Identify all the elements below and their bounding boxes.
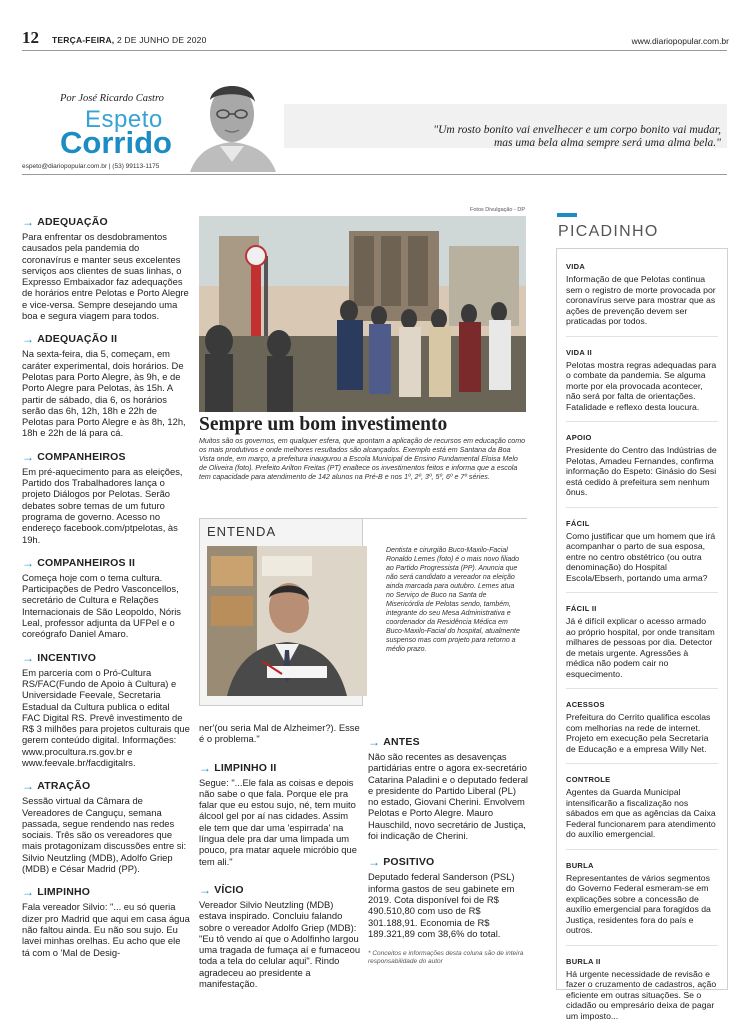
- item-divider: [566, 688, 718, 689]
- byline: Por José Ricardo Castro: [60, 93, 164, 104]
- item-text: Como justificar que um homem que irá acompanhar o parto de sua esposa, entre no centro obstétrico (ou outra denominação) do Hospital Escola/Ebserh, portando uma arma?: [566, 530, 716, 583]
- section-adequacao: [22, 215, 190, 321]
- item-text: Representantes de vários segmentos do Governo Federal esmeram-se em explicações sobre a concessão de auxílio emergencial para foragidos da Justiça, residentes fora do país e outros.: [566, 872, 711, 935]
- picadinho-list: [566, 262, 718, 1032]
- section-positivo: [368, 855, 528, 939]
- item-title: VIDA II: [566, 347, 592, 357]
- arrow-icon: →: [22, 215, 35, 229]
- picadinho-item: [566, 262, 718, 337]
- site-url[interactable]: www.diariopopular.com.br: [631, 36, 729, 46]
- picadinho-item: [566, 519, 718, 594]
- item-text: Já é difícil explicar o acesso armado ao próprio hospital, por onde transitam milhares de pessoas por dia. Detector de metais urgente. Agressões à médica não podem cair no esquecimento.: [566, 616, 715, 679]
- picadinho-item: [566, 433, 718, 508]
- columnist-portrait: [180, 74, 284, 172]
- section-text: Em parceria com o Pró-Cultura RS/FAC(Fundo de Apoio à Cultura) e Universidade Feevale, Secretaria Estadual da Cultura publica o edital FAC Digital RS. Prevê investimento de R$ 3 milhões para projetos culturais que gerem conteúdo digital. Informações: www.procultura.rs.gov.br e www.feevale.br/facdigitalrs.: [22, 666, 190, 768]
- item-divider: [566, 592, 718, 593]
- picadinho-item: [566, 348, 718, 423]
- continuation-text: ner'(ou seria Mal de Alzheimer?). Esse é o problema.": [199, 722, 360, 745]
- section-companheiros-ii: [22, 556, 190, 640]
- date-day: TERÇA-FEIRA,: [52, 35, 115, 45]
- page-number: 12: [22, 28, 39, 47]
- item-text: Presidente do Centro das Indústrias de Pelotas, Amadeu Fernandes, confirma informação do Espeto: Ginásio do Sesi está cedido à prefeitura sem nenhum ônus.: [566, 445, 717, 497]
- arrow-icon: →: [22, 650, 35, 665]
- section-limpinho-ii: [199, 761, 361, 867]
- arrow-icon: →: [22, 555, 35, 570]
- item-divider: [566, 421, 718, 422]
- item-divider: [566, 507, 718, 508]
- section-title: INCENTIVO: [37, 651, 97, 664]
- item-text: Agentes da Guarda Municipal intensificarão a fiscalização nos sábados em que as agências da Caixa Federal funcionarem para atendimento do auxílio emergencial.: [566, 787, 716, 839]
- section-title: POSITIVO: [383, 856, 435, 869]
- item-title: VIDA: [566, 262, 586, 271]
- item-title: FÁCIL: [566, 518, 590, 528]
- item-title: APOIO: [566, 433, 592, 442]
- column-quote: [381, 124, 721, 150]
- arrow-icon: →: [22, 449, 35, 464]
- item-divider: [566, 945, 718, 946]
- feature-photo: [199, 216, 526, 412]
- picadinho-item: [566, 700, 718, 764]
- section-title: VÍCIO: [214, 883, 244, 896]
- section-text: Em pré-aquecimento para as eleições, Partido dos Trabalhadores lança o projeto Diálogos por Pelotas. Serão debates sobre temas de um futuro programa de governo. Acesso no endereço facebook.com/ptpelotas, às 19h.: [22, 465, 183, 545]
- picadinho-accent: [557, 213, 577, 217]
- section-text: Fala vereador Silvio: "... eu só queria dizer pro Madrid que aqui em casa água não faltou ainda. Eu não sou sujo. Eu lavei minhas orelhas. Eu acho que ele tá com o 'Mal de Desig-: [22, 901, 190, 958]
- picadinho-item: [566, 957, 718, 1022]
- section-vicio: [199, 883, 361, 989]
- section-text: Vereador Silvio Neutzling (MDB) estava inspirado. Concluiu falando sobre o vereador Adolfo Griep (MDB): "Eu tô vendo aí que o Adolfinho largou uma tragada de fumaça aí e fumaceou toda a tela do celular aqui". Rindo agradeceu ao presidente a manifestação.: [199, 898, 361, 990]
- entenda-text: Dentista e cirurgião Buco-Maxilo-Facial Ronaldo Lemes (foto) é o mais novo filiado ao Partido Progressista (PP). Anuncia que não será candidato a vereador na eleição ainda marcada para outubro. Lemes atua no Serviço de Buco na Santa de Misericórdia de Pelotas sendo, também, integrante do seu Mesa Administrativa e coordenador da Residência Médica em Buco-Maxilo-Facial do hospital, atualmente suspenso mas com projeto para retorno a médio prazo.: [386, 547, 520, 653]
- arrow-icon: →: [368, 735, 381, 749]
- section-text: Para enfrentar os desdobramentos causados pela pandemia do coronavírus e manter seus excelentes serviços aos clientes de suas linhas, o Expresso Embaixador faz adequações de horários entre Pelotas e Porto Alegre e vice-versa. Sempre desejando uma boa e segura viagem para todos.: [22, 231, 189, 322]
- section-text: Sessão virtual da Câmara de Vereadores de Canguçu, semana passada, segue rendendo nas redes sociais. Três são os vereadores que mais protagonizam discussões entre si: Silvio Neutzling (MDB), Adolfo Griep (MDB) e César Madrid (PP).: [22, 795, 187, 875]
- section-title: LIMPINHO II: [214, 761, 277, 774]
- column-name-top: Espeto: [85, 106, 163, 133]
- section-companheiros: [22, 450, 190, 545]
- item-text: Prefeitura do Cerrito qualifica escolas com melhorias na rede de internet. Projeto em execução pela Secretaria de Educação e a empresa Willy Net.: [566, 712, 711, 754]
- arrow-icon: →: [199, 882, 212, 897]
- section-title: COMPANHEIROS II: [37, 556, 136, 569]
- right-middle-column: [368, 735, 528, 966]
- item-title: BURLA: [566, 860, 594, 870]
- section-title: ANTES: [383, 736, 420, 748]
- item-title: CONTROLE: [566, 775, 611, 784]
- picadinho-item: [566, 775, 718, 850]
- section-text: Não são recentes as desavenças partidárias entre o agora ex-secretário Catarina Paladini e o deputado federal e presidente do Partido Liberal (PL) no estado, Giovani Cherini. Envolvem Pelotas e Porto Alegre. Mauro Hauschild, novo secretário de Justiça, foi indicação de Cherini.: [368, 751, 529, 842]
- date-value: 2 DE JUNHO DE 2020: [116, 35, 207, 45]
- item-text: Informação de que Pelotas continua sem o registro de morte provocada por coronavírus serve para mostrar que as ações de prevenção devem ser praticadas por todos.: [566, 274, 716, 326]
- arrow-icon: →: [22, 779, 35, 794]
- section-incentivo: [22, 651, 190, 769]
- section-text: Deputado federal Sanderson (PSL) informa gastos de seu gabinete em 2019. Cota disponível foi de R$ 490.510,80 com uso de R$ 301.188,91. Economia de R$ 189.321,89 com 38,6% do total.: [368, 871, 515, 939]
- arrow-icon: →: [199, 760, 212, 775]
- middle-column: [199, 722, 361, 1000]
- section-adequacao-ii: [22, 332, 190, 438]
- section-limpinho: [22, 885, 190, 957]
- quote-line-1: "Um rosto bonito vai envelhecer e um corpo bonito vai mudar,: [433, 124, 721, 136]
- item-divider: [566, 763, 718, 764]
- item-title: BURLA II: [566, 956, 601, 966]
- feature-headline: Sempre um bom investimento: [199, 414, 448, 435]
- picadinho-item: [566, 604, 718, 689]
- author-footnote: * Conceitos e informações desta coluna são de inteira responsabilidade do autor: [368, 950, 524, 966]
- feature-caption: Muitos são os governos, em qualquer esfera, que apontam a aplicação de recursos em educação como os mais produtivos e onde melhores resultados são alcançados. Exemplo está em Santana da Boa Vista onde, em março, a prefeitura inaugurou a Escola Municipal de Ensino Fundamental Eloisa Melo de Oliveira (foto). Prefeito Arilton Freitas (PT) enaltece os investimentos feitos e informa que a escola tem capacidade para atendimento de 142 alunos na Pré-B e nos 1º, 2º, 3º, 5º, 6º e 7º séries.: [199, 437, 526, 481]
- section-title: ADEQUAÇÃO: [37, 216, 108, 228]
- section-text: Na sexta-feira, dia 5, começam, em caráter experimental, dois horários. De Pelotas para Porto Alegre, às 9h, e de Porto Alegre para Pelotas, às 15h. A partir de sábado, dia 6, os horários serão das 6h, 12h, 18h e 22h de Pelotas para Porto Alegre e às 8h, 12h, 18h e 22h de lá para cá.: [22, 348, 186, 439]
- section-atracao: [22, 779, 190, 874]
- item-divider: [566, 849, 718, 850]
- entenda-title: ENTENDA: [207, 524, 277, 539]
- header-rule: [22, 50, 727, 51]
- quote-line-2: mas uma bela alma sempre será uma alma bela.": [493, 137, 721, 149]
- entenda-photo: [207, 546, 367, 696]
- picadinho-title: PICADINHO: [558, 223, 659, 240]
- section-title: ATRAÇÃO: [37, 780, 91, 793]
- arrow-icon: →: [22, 885, 35, 900]
- page-date: [52, 35, 207, 45]
- item-title: FÁCIL II: [566, 604, 597, 613]
- picadinho-item: [566, 861, 718, 946]
- section-title: COMPANHEIROS: [37, 450, 126, 463]
- left-column: [22, 215, 190, 969]
- column-name-bottom: Corrido: [60, 125, 172, 160]
- section-text: Começa hoje com o tema cultura. Participações de Pedro Vasconcellos, secretário de Cultura e Relações Internacionais de São Leopoldo, Nóris Leal, professor adjunta da UFPel e o coreógrafo Daniel Amaro.: [22, 571, 181, 640]
- item-text: Pelotas mostra regras adequadas para o combate da pandemia. Se alguma morte por ela provocada acontecer, não será por falta de orientações. Fatalidade e reflexo desta loucura.: [566, 359, 717, 412]
- section-title: LIMPINHO: [37, 886, 91, 899]
- arrow-icon: →: [22, 332, 35, 347]
- item-text: Há urgente necessidade de revisão e fazer o cruzamento de cadastros, ação eficiente em outras situações. Se o cidadão ou empresário deixa de pagar um imposto...: [566, 968, 717, 1021]
- item-title: ACESSOS: [566, 700, 605, 709]
- section-title: ADEQUAÇÃO II: [37, 333, 118, 346]
- column-contact: espeto@diariopopular.com.br | (53) 99113-1175: [22, 163, 160, 170]
- banner-rule: [22, 174, 727, 175]
- photo-credit: Fotos Divulgação - DP: [470, 207, 526, 213]
- item-divider: [566, 336, 718, 337]
- arrow-icon: →: [368, 855, 381, 870]
- section-text: Segue: "...Ele fala as coisas e depois não sabe o que fala. Porque ele pra falar que eu estou sujo, né, tem muito álcool gel por aí nas cidades. Assim ele tem que dar uma 'espirrada' na língua dele pra dar uma limpada um pouco, pra matar aquele micróbio que tem ali.": [199, 776, 357, 867]
- section-antes: [368, 735, 528, 841]
